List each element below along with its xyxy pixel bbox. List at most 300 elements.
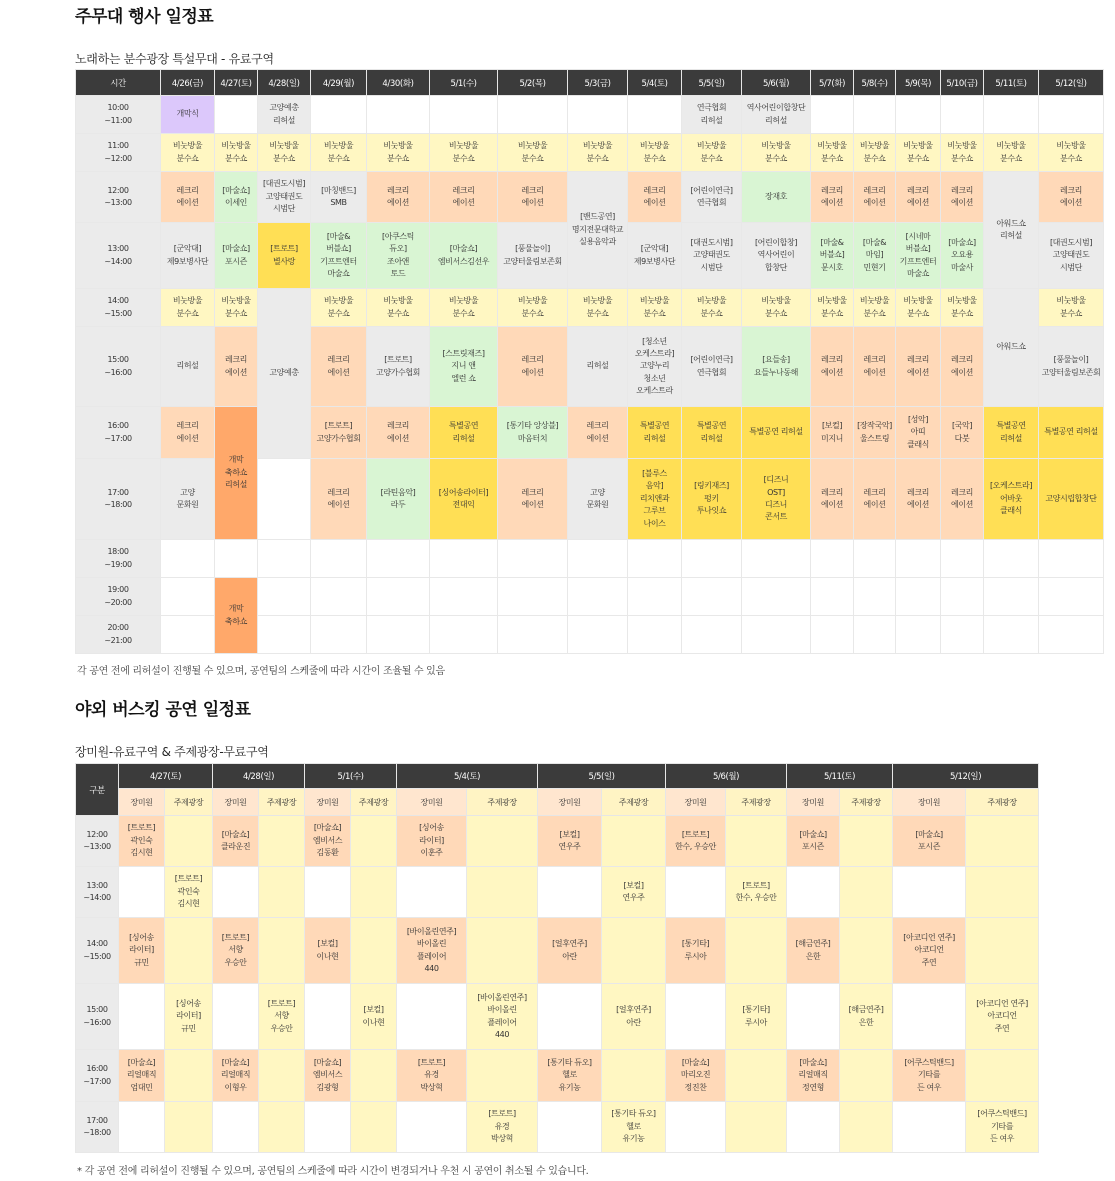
busking-cell: [마술쇼] 클라운진	[213, 816, 259, 867]
busking-cell: [마술쇼] 엠비서스 김광형	[305, 1050, 351, 1102]
header-date: 5/8(수)	[854, 70, 896, 96]
event-cell: 비눗방울 분수쇼	[430, 289, 498, 327]
time-slot: 16:00 ~17:00	[76, 407, 161, 459]
event-cell: [어린이연극] 연극협회	[682, 172, 742, 223]
empty-cell	[1039, 616, 1104, 654]
empty-cell	[893, 1102, 966, 1153]
event-cell: 레크리 에이션	[811, 327, 854, 407]
table1-subtitle: 노래하는 분수광장 특설무대 - 유료구역	[75, 52, 274, 66]
busking-row	[76, 1102, 1039, 1153]
busking-table	[75, 763, 1039, 1153]
header-date: 5/11(토)	[984, 70, 1039, 96]
event-cell: [군악대] 제9보병사단	[628, 223, 682, 289]
empty-cell	[215, 540, 258, 578]
event-cell: 레크리 에이션	[628, 172, 682, 223]
empty-cell	[840, 1102, 893, 1153]
event-cell: 고양예총 리허설	[258, 96, 311, 134]
busking-cell: [통기타] 루시아	[726, 984, 787, 1050]
empty-cell	[397, 867, 467, 918]
empty-cell	[259, 918, 305, 984]
event-cell: 비눗방울 분수쇼	[311, 289, 367, 327]
header-date: 4/26(금)	[161, 70, 215, 96]
event-cell: [싱어송라이터] 전대익	[430, 459, 498, 540]
event-cell: 비눗방울 분수쇼	[498, 134, 568, 172]
event-cell: [링키재즈] 펑키 투나잇쇼	[682, 459, 742, 540]
empty-cell	[726, 816, 787, 867]
empty-cell	[259, 1102, 305, 1153]
event-cell: [군악대] 제9보병사단	[161, 223, 215, 289]
event-cell: [트로트] 별사랑	[258, 223, 311, 289]
event-cell: [라틴음악] 라두	[367, 459, 430, 540]
event-cell: 레크리 에이션	[941, 459, 984, 540]
empty-cell	[351, 816, 397, 867]
header-date: 5/5(일)	[538, 764, 666, 789]
event-cell: [블루스 음악] 리치앤과 그루브 나이스	[628, 459, 682, 540]
empty-cell	[966, 1050, 1039, 1102]
event-cell: 비눗방울 분수쇼	[682, 134, 742, 172]
time-slot: 11:00 ~12:00	[76, 134, 161, 172]
event-cell: 레크리 에이션	[941, 327, 984, 407]
event-cell: 고양 문화원	[568, 459, 628, 540]
empty-cell	[467, 1050, 538, 1102]
empty-cell	[311, 540, 367, 578]
empty-cell	[1039, 540, 1104, 578]
empty-cell	[854, 540, 896, 578]
busking-cell: [어쿠스틱밴드] 기타를 든 여우	[966, 1102, 1039, 1153]
busking-cell: [트로트] 서향 우승안	[259, 984, 305, 1050]
empty-cell	[840, 1050, 893, 1102]
event-cell: 레크리 에이션	[896, 459, 941, 540]
busking-cell: [보컬] 연우주	[538, 816, 602, 867]
empty-cell	[351, 867, 397, 918]
event-cell: [보컬] 미지니	[811, 407, 854, 459]
empty-cell	[161, 616, 215, 654]
header-date: 5/7(화)	[811, 70, 854, 96]
time-slot: 18:00 ~19:00	[76, 540, 161, 578]
busking-cell: [어쿠스틱밴드] 기타를 든 여우	[893, 1050, 966, 1102]
schedule-row	[76, 172, 1104, 223]
event-cell: 레크리 에이션	[854, 327, 896, 407]
empty-cell	[893, 867, 966, 918]
header-date: 5/6(월)	[666, 764, 787, 789]
busking-cell: [트로트] 한수, 우승안	[726, 867, 787, 918]
event-cell: 비눗방울 분수쇼	[682, 289, 742, 327]
busking-cell: [마술쇼] 마리오진 정진찬	[666, 1050, 726, 1102]
header-date: 5/3(금)	[568, 70, 628, 96]
event-cell: 비눗방울 분수쇼	[568, 289, 628, 327]
empty-cell	[787, 867, 840, 918]
event-cell: 비눗방울 분수쇼	[161, 134, 215, 172]
event-cell: 특별공연 리허설	[1039, 407, 1104, 459]
empty-cell	[984, 616, 1039, 654]
empty-cell	[628, 616, 682, 654]
schedule-row	[76, 407, 1104, 459]
event-cell: [풍물놀이] 고양터울림보존회	[1039, 327, 1104, 407]
empty-cell	[742, 540, 811, 578]
busking-cell: [아코디언 연주] 아코디언 주연	[966, 984, 1039, 1050]
event-cell: [트로트] 고양가수협회	[311, 407, 367, 459]
event-cell: 비눗방울 분수쇼	[498, 289, 568, 327]
time-slot: 14:00 ~15:00	[76, 289, 161, 327]
header-date: 4/28(일)	[258, 70, 311, 96]
busking-cell: [싱어송 라이터] 규민	[165, 984, 213, 1050]
time-slot: 15:00 ~16:00	[76, 984, 119, 1050]
event-cell: [시네마 버블쇼] 기프트엔터 마술쇼	[896, 223, 941, 289]
empty-cell	[305, 867, 351, 918]
event-cell: 레크리 에이션	[498, 459, 568, 540]
event-cell: 비눗방울 분수쇼	[941, 134, 984, 172]
event-cell	[1039, 96, 1104, 134]
empty-cell	[787, 1102, 840, 1153]
empty-cell	[840, 867, 893, 918]
event-cell	[367, 96, 430, 134]
event-cell: 레크리 에이션	[215, 327, 258, 407]
event-cell: 비눗방울 분수쇼	[430, 134, 498, 172]
empty-cell	[165, 1102, 213, 1153]
event-cell: [마술쇼] 오요용 마술사	[941, 223, 984, 289]
empty-cell	[397, 984, 467, 1050]
busking-cell: [바이올린연주] 바이올린 플레이어 440	[467, 984, 538, 1050]
busking-row	[76, 816, 1039, 867]
empty-cell	[568, 540, 628, 578]
header-rose-garden: 장미원	[787, 789, 840, 816]
event-cell: 비눗방울 분수쇼	[1039, 134, 1104, 172]
event-cell: [요들송] 요들누나동해	[742, 327, 811, 407]
event-cell: [오케스트라] 어바웃 클래식	[984, 459, 1039, 540]
busking-cell: [통기타 듀오] 헬로 유기농	[602, 1102, 666, 1153]
header-corner: 구분	[76, 764, 119, 816]
empty-cell	[351, 918, 397, 984]
header-rose-garden: 장미원	[893, 789, 966, 816]
busking-cell: [트로트] 서향 우승안	[213, 918, 259, 984]
event-cell: 비눗방울 분수쇼	[811, 289, 854, 327]
empty-cell	[305, 1102, 351, 1153]
header-theme-plaza: 주제광장	[165, 789, 213, 816]
busking-cell: [트로트] 한수, 우승안	[666, 816, 726, 867]
event-cell: 레크리 에이션	[498, 172, 568, 223]
header-rose-garden: 장미원	[119, 789, 165, 816]
empty-cell	[966, 867, 1039, 918]
time-slot: 17:00 ~18:00	[76, 1102, 119, 1153]
empty-cell	[811, 578, 854, 616]
event-cell: 레크리 에이션	[430, 172, 498, 223]
header-date: 5/12(일)	[893, 764, 1039, 789]
event-cell: 레크리 에이션	[161, 407, 215, 459]
event-cell: 비눗방울 분수쇼	[984, 134, 1039, 172]
event-cell	[628, 96, 682, 134]
empty-cell	[119, 1102, 165, 1153]
event-cell: 레크리 에이션	[367, 407, 430, 459]
event-cell: 비눗방울 분수쇼	[1039, 289, 1104, 327]
event-cell: [마술& 마임] 민현기	[854, 223, 896, 289]
busking-cell: [싱어송 라이터] 이훈주	[397, 816, 467, 867]
table2-note: * 각 공연 전에 리허설이 진행될 수 있으며, 공연팀의 스케줄에 따라 시간이 변경되거나 우천 시 공연이 취소될 수 있습니다.	[77, 1166, 589, 1177]
event-cell: 레크리 에이션	[1039, 172, 1104, 223]
empty-cell	[854, 616, 896, 654]
busking-cell: [보컬] 이나현	[351, 984, 397, 1050]
empty-cell	[666, 984, 726, 1050]
event-cell: 비눗방울 분수쇼	[628, 134, 682, 172]
schedule-row	[76, 327, 1104, 407]
event-cell: 비눗방울 분수쇼	[854, 289, 896, 327]
time-slot: 12:00 ~13:00	[76, 816, 119, 867]
busking-cell: [마술쇼] 리얼매직 정연형	[787, 1050, 840, 1102]
empty-cell	[165, 816, 213, 867]
event-cell: 비눗방울 분수쇼	[161, 289, 215, 327]
empty-cell	[941, 540, 984, 578]
event-cell: [마술쇼] 포시즌	[215, 223, 258, 289]
event-cell: 레크리 에이션	[311, 459, 367, 540]
empty-cell	[896, 578, 941, 616]
event-cell: [밴드공연] 명지전문대학교 실용음악과	[568, 172, 628, 289]
empty-cell	[258, 540, 311, 578]
event-cell	[941, 96, 984, 134]
header-theme-plaza: 주제광장	[966, 789, 1039, 816]
event-cell: [마칭밴드] SMB	[311, 172, 367, 223]
event-cell: 비눗방울 분수쇼	[258, 134, 311, 172]
empty-cell	[305, 984, 351, 1050]
empty-cell	[351, 1050, 397, 1102]
busking-row	[76, 1050, 1039, 1102]
header-rose-garden: 장미원	[213, 789, 259, 816]
event-cell: 레크리 에이션	[811, 172, 854, 223]
event-cell: 고양 문화원	[161, 459, 215, 540]
event-cell: 레크리 에이션	[896, 172, 941, 223]
empty-cell	[682, 616, 742, 654]
time-slot: 15:00 ~16:00	[76, 327, 161, 407]
empty-cell	[430, 540, 498, 578]
empty-cell	[498, 578, 568, 616]
empty-cell	[602, 1050, 666, 1102]
busking-cell: [마술쇼] 리얼매직 이형우	[213, 1050, 259, 1102]
time-slot: 19:00 ~20:00	[76, 578, 161, 616]
header-date: 4/27(토)	[215, 70, 258, 96]
busking-cell: [아코디언 연주] 아코디언 주연	[893, 918, 966, 984]
busking-cell: [통기타] 루시아	[666, 918, 726, 984]
busking-row	[76, 867, 1039, 918]
event-cell: 레크리 에이션	[311, 327, 367, 407]
busking-cell: [트로트] 유경 박상혁	[397, 1050, 467, 1102]
event-cell: 비눗방울 분수쇼	[896, 134, 941, 172]
event-cell: [트로트] 고양가수협회	[367, 327, 430, 407]
event-cell: 비눗방울 분수쇼	[941, 289, 984, 327]
header-rose-garden: 장미원	[305, 789, 351, 816]
header-rose-garden: 장미원	[666, 789, 726, 816]
busking-cell: [해금연주] 은한	[787, 918, 840, 984]
event-cell: 아워드쇼 리허설	[984, 172, 1039, 289]
header-theme-plaza: 주제광장	[259, 789, 305, 816]
event-cell	[258, 459, 311, 540]
empty-cell	[811, 540, 854, 578]
event-cell	[311, 96, 367, 134]
empty-cell	[840, 918, 893, 984]
event-cell: 고양시립합창단	[1039, 459, 1104, 540]
empty-cell	[941, 616, 984, 654]
busking-cell: [트로트] 곽인숙 김시현	[165, 867, 213, 918]
header-time: 시간	[76, 70, 161, 96]
event-cell: 리허설	[161, 327, 215, 407]
header-date: 5/9(목)	[896, 70, 941, 96]
header-date: 5/1(수)	[430, 70, 498, 96]
event-cell: 비눗방울 분수쇼	[367, 134, 430, 172]
event-cell: [장작국악] 울스트링	[854, 407, 896, 459]
header-date: 5/4(토)	[628, 70, 682, 96]
empty-cell	[568, 616, 628, 654]
table2-subtitle: 장미원-유료구역 & 주제광장-무료구역	[75, 745, 269, 759]
time-slot: 20:00 ~21:00	[76, 616, 161, 654]
event-cell: [청소년 오케스트라] 고양누리 청소년 오케스트라	[628, 327, 682, 407]
event-cell: 특별공연 리허설	[430, 407, 498, 459]
header-theme-plaza: 주제광장	[467, 789, 538, 816]
busking-cell: [얼후연주] 아란	[538, 918, 602, 984]
schedule-row	[76, 96, 1104, 134]
main-stage-table	[75, 69, 1104, 654]
time-slot: 16:00 ~17:00	[76, 1050, 119, 1102]
empty-cell	[840, 816, 893, 867]
empty-cell	[311, 578, 367, 616]
header-date: 4/27(토)	[119, 764, 213, 789]
empty-cell	[498, 616, 568, 654]
event-cell: [국악] 다붓	[941, 407, 984, 459]
event-cell: 연극협회 리허설	[682, 96, 742, 134]
header-rose-garden: 장미원	[538, 789, 602, 816]
empty-cell	[896, 616, 941, 654]
event-cell: [풍물놀이] 고양터울림보존회	[498, 223, 568, 289]
schedule-row	[76, 134, 1104, 172]
empty-cell	[896, 540, 941, 578]
event-cell: 레크리 에이션	[568, 407, 628, 459]
empty-cell	[966, 816, 1039, 867]
event-cell: 비눗방울 분수쇼	[367, 289, 430, 327]
event-cell: 특별공연 리허설	[682, 407, 742, 459]
schedule-row	[76, 540, 1104, 578]
time-slot: 12:00 ~13:00	[76, 172, 161, 223]
busking-cell: [트로트] 곽인숙 김시현	[119, 816, 165, 867]
empty-cell	[467, 867, 538, 918]
empty-cell	[259, 816, 305, 867]
header-theme-plaza: 주제광장	[602, 789, 666, 816]
empty-cell	[1039, 578, 1104, 616]
busking-row	[76, 984, 1039, 1050]
schedule-row	[76, 578, 1104, 616]
busking-cell: [트로트] 유경 박상혁	[467, 1102, 538, 1153]
event-cell: 개막식	[161, 96, 215, 134]
empty-cell	[367, 540, 430, 578]
event-cell: 비눗방울 분수쇼	[896, 289, 941, 327]
event-cell: 특별공연 리허설	[742, 407, 811, 459]
event-cell: 개막 축하쇼	[215, 578, 258, 654]
event-cell: 비눗방울 분수쇼	[568, 134, 628, 172]
empty-cell	[498, 540, 568, 578]
event-cell: 아워드쇼	[984, 289, 1039, 407]
header-date: 4/29(월)	[311, 70, 367, 96]
empty-cell	[351, 1102, 397, 1153]
empty-cell	[430, 616, 498, 654]
event-cell: [대권도시범] 고양태권도 시범단	[1039, 223, 1104, 289]
empty-cell	[602, 918, 666, 984]
empty-cell	[726, 918, 787, 984]
event-cell: [대권도시범] 고양태권도 시범단	[258, 172, 311, 223]
time-slot: 13:00 ~14:00	[76, 223, 161, 289]
event-cell: 특별공연 리허설	[628, 407, 682, 459]
event-cell: 비눗방울 분수쇼	[742, 289, 811, 327]
busking-cell: [마술쇼] 엠비서스 김동환	[305, 816, 351, 867]
header-rose-garden: 장미원	[397, 789, 467, 816]
busking-cell: [보컬] 이나현	[305, 918, 351, 984]
event-cell: [성악] 아띠 클래식	[896, 407, 941, 459]
header-theme-plaza: 주제광장	[726, 789, 787, 816]
empty-cell	[165, 918, 213, 984]
header-date: 5/12(일)	[1039, 70, 1104, 96]
empty-cell	[726, 1050, 787, 1102]
event-cell	[984, 96, 1039, 134]
event-cell: [어린이연극] 연극협회	[682, 327, 742, 407]
empty-cell	[213, 867, 259, 918]
empty-cell	[568, 578, 628, 616]
event-cell: 비눗방울 분수쇼	[742, 134, 811, 172]
event-cell: 장재호	[742, 172, 811, 223]
empty-cell	[467, 816, 538, 867]
empty-cell	[742, 578, 811, 616]
busking-cell: [얼후연주] 아란	[602, 984, 666, 1050]
page-title: 주무대 행사 일정표	[75, 7, 214, 27]
busking-cell: [마술쇼] 포시즌	[787, 816, 840, 867]
event-cell: [디즈니 OST] 디즈니 콘서트	[742, 459, 811, 540]
empty-cell	[213, 1102, 259, 1153]
empty-cell	[984, 540, 1039, 578]
header-date: 5/2(목)	[498, 70, 568, 96]
empty-cell	[119, 984, 165, 1050]
event-cell: [스트릿재즈] 지니 앤 엘런 쇼	[430, 327, 498, 407]
event-cell	[854, 96, 896, 134]
empty-cell	[602, 816, 666, 867]
event-cell: 레크리 에이션	[941, 172, 984, 223]
event-cell	[498, 96, 568, 134]
event-cell: [어린이합창] 역사어린이 합창단	[742, 223, 811, 289]
event-cell	[430, 96, 498, 134]
empty-cell	[259, 867, 305, 918]
busking-cell: [싱어송 라이터] 규민	[119, 918, 165, 984]
event-cell: 리허설	[568, 327, 628, 407]
empty-cell	[893, 984, 966, 1050]
table1-note: 각 공연 전에 리허설이 진행될 수 있으며, 공연팀의 스케줄에 따라 시간이 조율될 수 있음	[77, 666, 445, 677]
event-cell: 비눗방울 분수쇼	[215, 134, 258, 172]
empty-cell	[628, 540, 682, 578]
empty-cell	[258, 578, 311, 616]
empty-cell	[161, 540, 215, 578]
event-cell: [아쿠스틱 듀오] 조아앤 토드	[367, 223, 430, 289]
event-cell: 레크리 에이션	[854, 459, 896, 540]
empty-cell	[367, 578, 430, 616]
header-date: 5/1(수)	[305, 764, 397, 789]
event-cell: 레크리 에이션	[896, 327, 941, 407]
event-cell: [마술쇼] 이세인	[215, 172, 258, 223]
empty-cell	[467, 918, 538, 984]
event-cell: [통기타 앙상블] 마음터치	[498, 407, 568, 459]
empty-cell	[258, 616, 311, 654]
busking-cell: [마술쇼] 리얼매직 엄대민	[119, 1050, 165, 1102]
empty-cell	[259, 1050, 305, 1102]
event-cell: [대권도시범] 고양태권도 시범단	[682, 223, 742, 289]
event-cell: 역사어린이합창단 리허설	[742, 96, 811, 134]
time-slot: 13:00 ~14:00	[76, 867, 119, 918]
header-date: 4/28(일)	[213, 764, 305, 789]
header-date: 4/30(화)	[367, 70, 430, 96]
busking-cell: [마술쇼] 포시즌	[893, 816, 966, 867]
schedule-row	[76, 289, 1104, 327]
header-date: 5/5(일)	[682, 70, 742, 96]
empty-cell	[966, 918, 1039, 984]
